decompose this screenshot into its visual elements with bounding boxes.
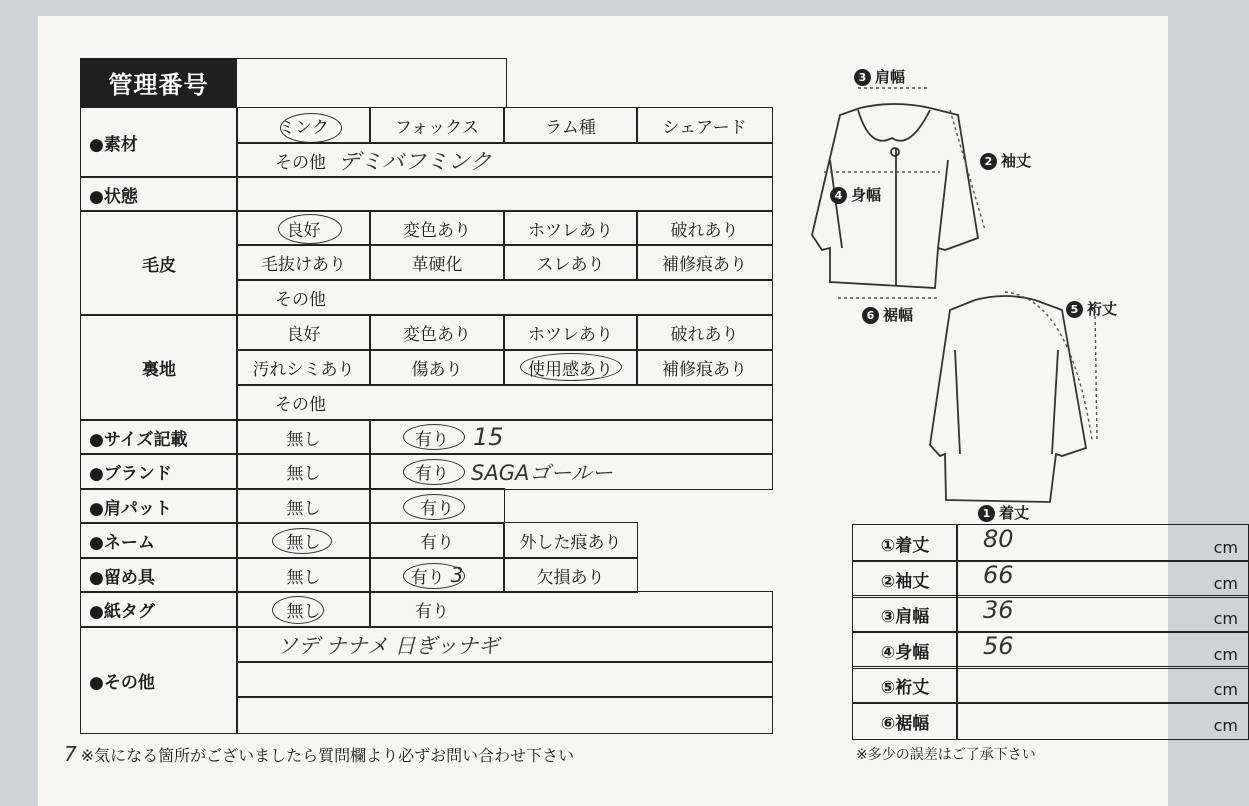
length-diagram-label <box>978 502 1029 523</box>
measurement-unit: cm <box>1213 538 1238 557</box>
coat-diagram <box>800 60 1180 520</box>
measurement-unit: cm <box>1213 680 1238 699</box>
measurement-value-cell <box>956 666 1249 704</box>
paper-tag-yes: 有り <box>369 591 773 628</box>
measurement-unit: cm <box>1213 609 1238 628</box>
size-label-label: ●サイズ記載 <box>80 419 238 455</box>
measurement-label: ④身幅 <box>852 631 958 669</box>
selected-circle <box>278 214 342 244</box>
name-tag-none: 無し <box>236 522 371 559</box>
num-5-icon: 5 <box>1066 301 1083 318</box>
fur-scuff: スレあり <box>503 244 638 281</box>
measurement-unit: cm <box>1213 574 1238 593</box>
fastener-handwriting: 3 <box>450 563 464 587</box>
selected-circle <box>403 494 465 520</box>
lining-repair: 補修痕あり <box>636 349 773 386</box>
hem-text: 裾幅 <box>883 306 914 324</box>
measurement-note: ※多少の誤差はご了承下さい <box>856 747 1036 763</box>
management-number-label: 管理番号 <box>80 58 237 107</box>
material-other-row <box>236 142 773 178</box>
yuki-text: 裄丈 <box>1087 300 1118 318</box>
brand-label: ●ブランド <box>80 453 238 490</box>
paper-tag-label: ●紙タグ <box>80 591 238 628</box>
selected-circle <box>403 424 465 450</box>
paper-tag-none: 無し <box>236 591 371 628</box>
lining-tear: 破れあり <box>636 314 773 351</box>
shoulder-pad-yes: 有り <box>369 488 505 524</box>
selected-circle <box>272 528 332 554</box>
shoulder-pad-none: 無し <box>236 488 371 524</box>
fastener-yes: 有り <box>410 567 445 588</box>
fur-fray: ホツレあり <box>503 210 638 246</box>
body-text: 身幅 <box>851 186 882 204</box>
num-6-icon: 6 <box>862 307 879 324</box>
lining-fray: ホツレあり <box>503 314 638 351</box>
measurement-value-cell <box>956 524 1249 562</box>
fur-label: 毛皮 <box>80 210 238 316</box>
name-tag-label: ●ネーム <box>80 522 238 559</box>
fur-hardened: 革硬化 <box>369 244 505 281</box>
fastener-none: 無し <box>236 557 371 593</box>
num-3-icon: 3 <box>854 69 871 86</box>
lining-stain: 汚れシミあり <box>236 349 371 386</box>
hem-diagram-label <box>862 304 913 325</box>
material-other-handwriting: デミバフミンク <box>338 149 492 175</box>
management-number-field <box>235 58 507 108</box>
selected-circle <box>272 596 324 624</box>
footer-note-text: ※気になる箇所がございましたら質問欄より必ずお問い合わせ下さい <box>80 746 575 765</box>
measurement-label: ②袖丈 <box>852 560 958 598</box>
back-coat-neckline <box>975 296 1035 300</box>
sleeve-diagram-label <box>980 150 1031 171</box>
sleeve-text: 袖丈 <box>1001 152 1032 170</box>
other-row-2 <box>236 661 773 698</box>
measurement-handwriting: 56 <box>983 632 1014 660</box>
measurement-label: ⑥裾幅 <box>852 702 958 740</box>
num-1-icon: 1 <box>978 505 995 522</box>
fastener-label: ●留め具 <box>80 557 238 593</box>
selected-circle <box>403 459 465 485</box>
material-option-fox: フォックス <box>369 107 505 144</box>
condition-label: ●状態 <box>80 176 238 212</box>
front-coat-collar <box>858 110 930 141</box>
measurement-value-cell <box>956 560 1249 598</box>
brand-none: 無し <box>236 453 371 490</box>
measurement-label: ①着丈 <box>852 524 958 562</box>
other-label: ●その他 <box>80 626 238 734</box>
shoulder-pad-label: ●肩パット <box>80 488 238 524</box>
measurement-value-cell <box>956 595 1249 633</box>
material-other-label: その他 <box>275 152 326 173</box>
front-coat-neckline <box>860 104 930 108</box>
front-coat-button <box>891 148 899 156</box>
other-row-1 <box>236 626 773 663</box>
measurement-handwriting: 80 <box>983 525 1014 553</box>
name-tag-yes: 有り <box>369 522 505 559</box>
material-label: ●素材 <box>80 107 238 178</box>
condition-row <box>236 176 773 212</box>
measurement-unit: cm <box>1213 716 1238 735</box>
num-4-icon: 4 <box>830 187 847 204</box>
measurement-value-cell <box>956 631 1249 669</box>
lining-other: その他 <box>236 384 773 421</box>
length-text: 着丈 <box>999 504 1030 522</box>
selected-circle <box>520 353 622 381</box>
shoulder-text: 肩幅 <box>875 68 906 86</box>
lining-discolor: 変色あり <box>369 314 505 351</box>
name-tag-removed: 外した痕あり <box>503 522 638 559</box>
other-row-3 <box>236 696 773 734</box>
size-label-yes: 有り <box>415 429 449 450</box>
back-coat-outline <box>930 300 1086 502</box>
yuki-diagram-label <box>1066 298 1117 319</box>
lining-used: 使用感あり <box>503 349 638 386</box>
brand-handwriting: SAGAゴールー <box>471 460 613 485</box>
size-label-none: 無し <box>236 419 371 455</box>
fastener-missing: 欠損あり <box>503 557 638 593</box>
fur-repair: 補修痕あり <box>636 244 773 281</box>
size-handwriting: 15 <box>473 423 504 451</box>
measurement-label: ⑤裄丈 <box>852 666 958 704</box>
fur-discolor: 変色あり <box>369 210 505 246</box>
measurement-handwriting: 66 <box>983 561 1014 589</box>
material-option-mink: ミンク <box>236 107 371 144</box>
fur-shedding: 毛抜けあり <box>236 244 371 281</box>
material-option-lamb: ラム種 <box>503 107 638 144</box>
other-handwriting: ソデ ナナメ 日ぎッナギ <box>277 633 500 658</box>
brand-yes: 有り <box>415 464 449 484</box>
footer-note <box>64 742 574 766</box>
lining-good: 良好 <box>236 314 371 351</box>
measurement-label: ③肩幅 <box>852 595 958 633</box>
fur-other: その他 <box>236 279 773 316</box>
body-diagram-label <box>830 184 881 205</box>
num-2-icon: 2 <box>980 153 997 170</box>
fur-good: 良好 <box>236 210 371 246</box>
selected-circle <box>280 113 342 143</box>
measurement-handwriting: 36 <box>983 596 1014 624</box>
lining-scratch: 傷あり <box>369 349 505 386</box>
measurement-value-cell <box>956 702 1249 740</box>
fur-tear: 破れあり <box>636 210 773 246</box>
selected-circle <box>403 563 465 589</box>
shoulder-diagram-label <box>854 66 905 87</box>
lining-label: 裏地 <box>80 314 238 421</box>
measurement-unit: cm <box>1213 645 1238 664</box>
footer-handwriting: 7 <box>64 742 77 766</box>
material-option-sheared: シェアード <box>636 107 773 144</box>
